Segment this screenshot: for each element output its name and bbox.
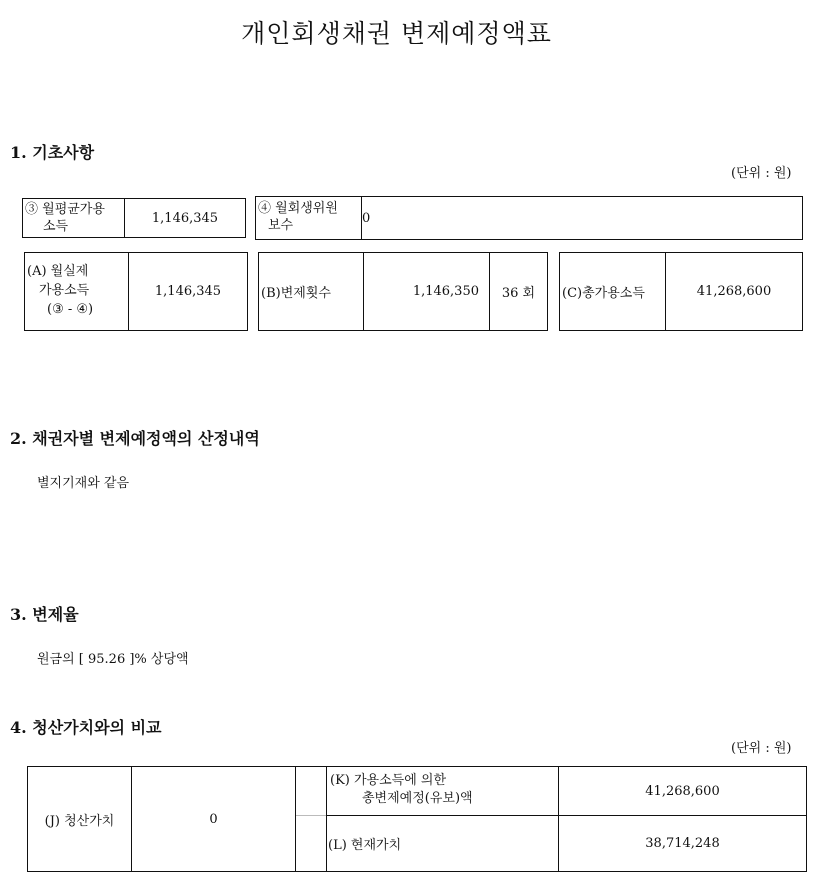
actual-income-box xyxy=(24,252,248,331)
monthly-avg-income-value: 1,146,345 xyxy=(151,210,219,226)
trustee-fee-label-line2: 보수 xyxy=(268,218,294,233)
monthly-avg-income-label-line1: ③ 월평균가용 xyxy=(25,202,105,217)
monthly-avg-income-label xyxy=(25,201,123,235)
actual-income-label-line2: 가용소득 xyxy=(39,283,90,298)
repayment-count-label: (B)변제횟수 xyxy=(261,286,331,301)
k-value: 41,268,600 xyxy=(645,783,720,799)
trustee-fee-label xyxy=(258,200,360,234)
repayment-count-times: 36 회 xyxy=(501,286,536,301)
repayment-count-amount: 1,146,350 xyxy=(412,284,479,299)
liquidation-value: 0 xyxy=(209,811,218,827)
monthly-avg-income-label-line2: 소득 xyxy=(43,219,69,234)
actual-income-label xyxy=(27,262,127,319)
actual-income-label-line1: (A) 월실제 xyxy=(27,264,89,279)
section-repayment-rate-heading: 3. 변제율 xyxy=(10,605,79,624)
trustee-fee-value: 0 xyxy=(362,210,371,226)
k-label xyxy=(330,772,556,808)
k-label-line1: (K) 가용소득에 의한 xyxy=(330,773,447,788)
page-title: 개인회생채권 변제예정액표 xyxy=(241,19,552,48)
liquidation-value-label: (J) 청산가치 xyxy=(44,813,115,829)
l-label: (L) 현재가치 xyxy=(328,838,402,853)
unit-label-2: (단위 : 원) xyxy=(731,741,792,756)
section-calculation-heading: 2. 채권자별 변제예정액의 산정내역 xyxy=(10,429,260,448)
total-income-box xyxy=(559,252,803,331)
section-basic-heading: 1. 기초사항 xyxy=(10,143,95,162)
actual-income-label-line3: (③ - ④) xyxy=(47,302,94,317)
l-value: 38,714,248 xyxy=(645,836,720,851)
repayment-rate-text: 원금의 [ 95.26 ]% 상당액 xyxy=(37,652,189,667)
monthly-avg-income-box xyxy=(22,198,246,238)
comparison-table xyxy=(27,766,807,872)
calculation-note: 별지기재와 같음 xyxy=(37,476,130,491)
trustee-fee-box xyxy=(255,196,803,240)
repayment-count-box xyxy=(258,252,548,331)
k-label-line2: 총변제예정(유보)액 xyxy=(362,791,473,806)
actual-income-value: 1,146,345 xyxy=(154,284,222,299)
unit-label-1: (단위 : 원) xyxy=(731,166,792,181)
total-income-label: (C)총가용소득 xyxy=(562,286,645,301)
total-income-value: 41,268,600 xyxy=(696,284,772,299)
section-comparison-heading: 4. 청산가치와의 비교 xyxy=(10,718,162,737)
trustee-fee-label-line1: ④ 월회생위원 xyxy=(258,201,338,216)
